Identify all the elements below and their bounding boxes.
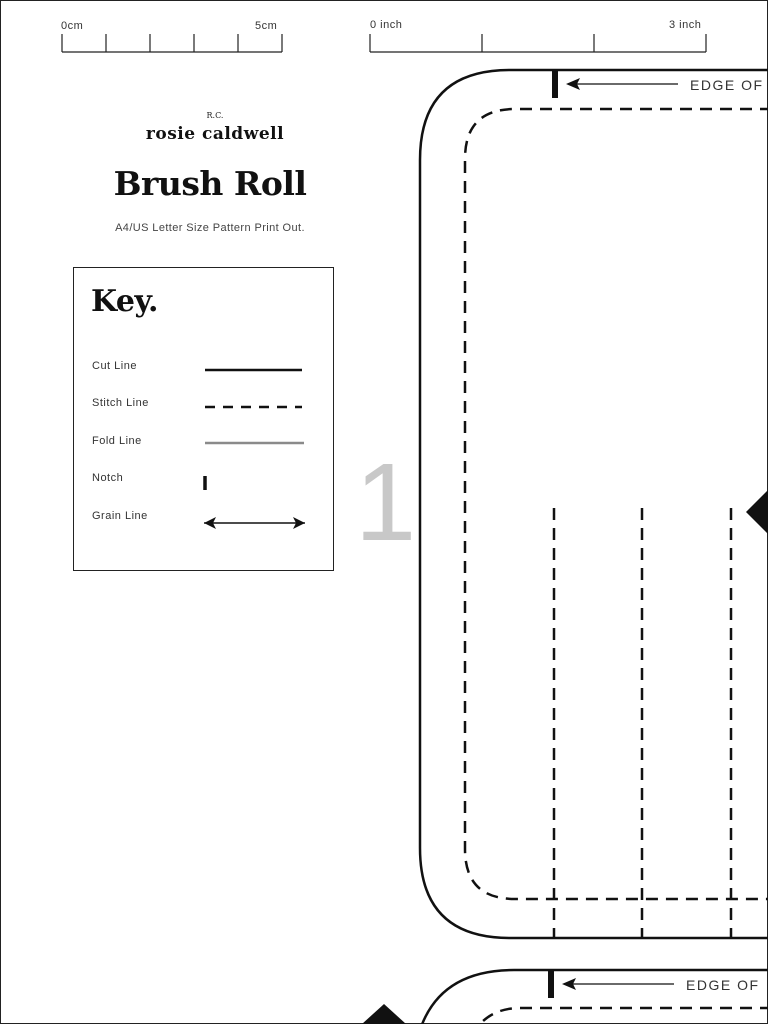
key-label-fold-line: Fold Line xyxy=(92,435,142,447)
key-label-stitch-line: Stitch Line xyxy=(92,397,149,409)
cut-line-outer xyxy=(420,70,768,938)
key-title: Key. xyxy=(91,284,158,319)
key-label-grain-line: Grain Line xyxy=(92,510,148,522)
stitch-line-inner-bottom xyxy=(480,1008,768,1024)
key-label-notch: Notch xyxy=(92,472,124,484)
ruler-cm-start-label: 0cm xyxy=(61,20,84,32)
edge-label-bottom: EDGE OF xyxy=(686,977,760,993)
piece-number: 1 xyxy=(355,441,417,564)
key-label-cut-line: Cut Line xyxy=(92,360,137,372)
diamond-marker-bottom xyxy=(362,1004,406,1024)
edge-label-top: EDGE OF xyxy=(690,77,764,93)
edge-arrow-bottom xyxy=(562,978,674,990)
page-title: Brush Roll xyxy=(113,164,307,203)
stitch-line-inner xyxy=(465,109,768,899)
page-subtitle: A4/US Letter Size Pattern Print Out. xyxy=(115,222,305,234)
edge-arrow-top xyxy=(566,78,678,90)
brand-initials: R.C. xyxy=(206,111,224,120)
brand-logo: rosie caldwell xyxy=(145,124,285,144)
ruler-inch-start-label: 0 inch xyxy=(370,19,403,31)
diamond-marker-right xyxy=(746,490,768,534)
ruler-inch-end-label: 3 inch xyxy=(669,19,702,31)
ruler-cm-end-label: 5cm xyxy=(255,20,278,32)
